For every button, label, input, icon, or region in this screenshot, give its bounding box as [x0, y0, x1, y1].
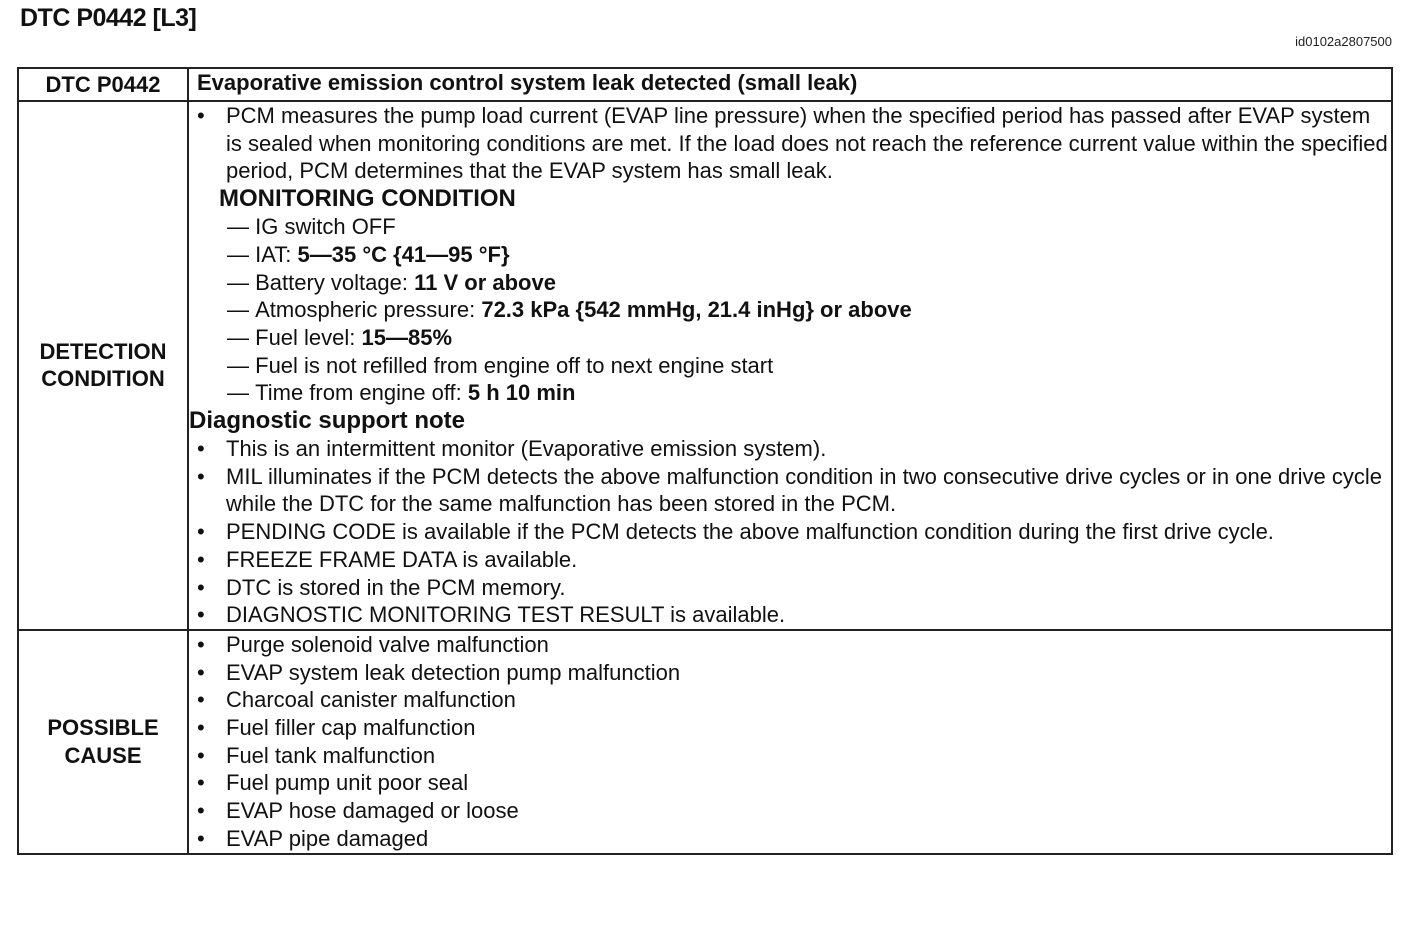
condition-value: 72.3 kPa {542 mmHg, 21.4 inHg} or above: [481, 297, 912, 323]
condition-text: Battery voltage:: [255, 269, 415, 295]
condition-text: IG switch OFF: [255, 214, 396, 240]
note-item: • This is an intermittent monitor (Evaporative emission system).: [189, 435, 1391, 463]
dtc-code-cell: DTC P0442: [18, 68, 188, 101]
cause-item: • Fuel filler cap malfunction: [189, 714, 1391, 742]
monitoring-condition-list: [189, 213, 1391, 407]
condition-text: Time from engine off:: [255, 380, 468, 406]
condition-item: [189, 324, 1391, 352]
cause-item: • Purge solenoid valve malfunction: [189, 631, 1391, 659]
condition-text: IAT:: [255, 241, 298, 267]
detection-condition-label: [18, 101, 188, 630]
condition-value: 11 V or above: [414, 269, 556, 295]
condition-item: [189, 241, 1391, 269]
cause-item: • EVAP system leak detection pump malfunction: [189, 659, 1391, 687]
condition-item: [189, 379, 1391, 407]
detection-condition-content: [188, 101, 1392, 630]
possible-cause-list: [189, 631, 1391, 853]
cause-label-line1: POSSIBLE: [47, 715, 159, 741]
condition-text: Atmospheric pressure:: [255, 297, 482, 323]
condition-item: [189, 213, 1391, 241]
note-item: • DIAGNOSTIC MONITORING TEST RESULT is available.: [189, 601, 1391, 629]
condition-item: [189, 269, 1391, 297]
diagnostic-note-list: [189, 435, 1391, 629]
diagnostic-note-heading: Diagnostic support note: [189, 407, 465, 435]
table-header-row: [18, 68, 1392, 101]
note-item: • DTC is stored in the PCM memory.: [189, 574, 1391, 602]
cause-item: • EVAP pipe damaged: [189, 825, 1391, 853]
document-id: id0102a2807500: [1295, 34, 1392, 49]
condition-value: 15—85%: [361, 324, 453, 350]
cause-item: • Fuel tank malfunction: [189, 742, 1391, 770]
condition-value: 5—35 °C {41—95 °F}: [297, 241, 510, 267]
condition-text: Fuel level:: [255, 324, 362, 350]
page-title: DTC P0442 [L3]: [20, 4, 197, 32]
monitoring-condition-heading: MONITORING CONDITION: [219, 185, 516, 213]
detection-intro-list: [189, 102, 1391, 185]
note-item: • MIL illuminates if the PCM detects the above malfunction condition in two consecutive drive cycles or in one drive cycle while the DTC for the same malfunction has been stored in the PCM.: [189, 463, 1391, 518]
detection-condition-row: [18, 101, 1392, 630]
condition-item: [189, 296, 1391, 324]
note-item: • PENDING CODE is available if the PCM detects the above malfunction condition during the first drive cycle.: [189, 518, 1391, 546]
condition-value: 5 h 10 min: [467, 380, 576, 406]
possible-cause-content: [188, 630, 1392, 854]
detection-label-line1: DETECTION: [39, 338, 167, 364]
cause-item: • Fuel pump unit poor seal: [189, 769, 1391, 797]
condition-text: Fuel is not refilled from engine off to next engine start: [255, 352, 774, 378]
detection-intro: • PCM measures the pump load current (EVAP line pressure) when the specified period has passed after EVAP system is sealed when monitoring conditions are met. If the load does not reach the reference current value within the specified period, PCM determines that the EVAP system has small leak.: [189, 102, 1391, 185]
cause-label-line2: CAUSE: [64, 742, 142, 768]
possible-cause-label: [18, 630, 188, 854]
cause-item: • EVAP hose damaged or loose: [189, 797, 1391, 825]
dtc-table: [17, 67, 1393, 855]
note-item: • FREEZE FRAME DATA is available.: [189, 546, 1391, 574]
condition-item: [189, 352, 1391, 380]
dtc-description-cell: Evaporative emission control system leak detected (small leak): [188, 68, 1392, 101]
possible-cause-row: [18, 630, 1392, 854]
detection-label-line2: CONDITION: [41, 366, 165, 392]
cause-item: • Charcoal canister malfunction: [189, 686, 1391, 714]
